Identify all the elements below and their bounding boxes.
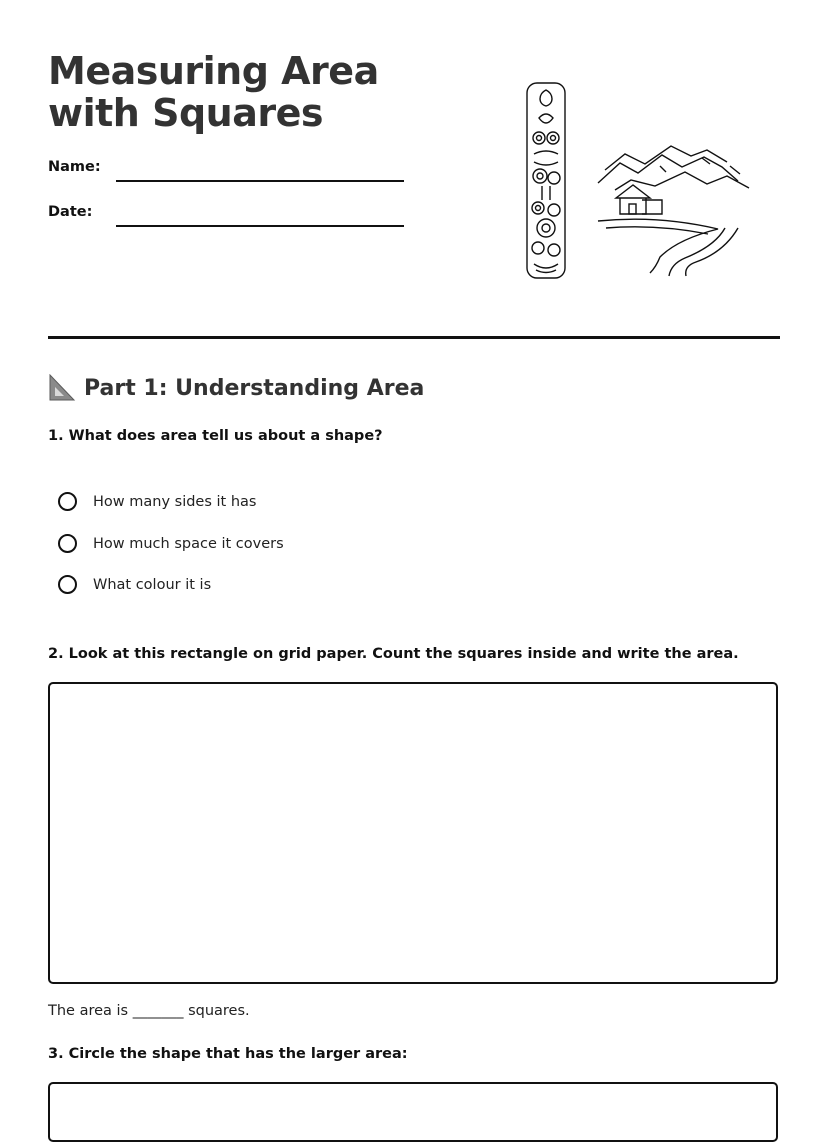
carved-post (527, 83, 565, 278)
q2-answer-line: The area is _______ squares. (48, 1003, 250, 1019)
question-1: 1. What does area tell us about a shape? (48, 428, 383, 444)
date-field[interactable] (116, 225, 404, 227)
grid-rectangle-area (48, 682, 778, 984)
carving-and-landscape-illustration (520, 78, 770, 288)
q1-option-1[interactable] (58, 492, 256, 511)
q1-option-3[interactable] (58, 575, 211, 594)
shape-comparison-area (48, 1082, 778, 1142)
radio-button[interactable] (58, 492, 77, 511)
date-label: Date: (48, 204, 93, 220)
q1-option-2[interactable] (58, 534, 284, 553)
option-label: How many sides it has (93, 493, 257, 510)
header-divider (48, 336, 780, 339)
section-title: Part 1: Understanding Area (84, 375, 425, 401)
radio-button[interactable] (58, 534, 77, 553)
section-header-part1 (48, 374, 424, 402)
question-3: 3. Circle the shape that has the larger area: (48, 1046, 408, 1062)
option-label: What colour it is (93, 576, 212, 593)
question-2: 2. Look at this rectangle on grid paper. Count the squares inside and write the area. (48, 646, 739, 662)
worksheet-title: Measuring Area with Squares (48, 49, 379, 135)
option-label: How much space it covers (93, 535, 284, 552)
name-label: Name: (48, 159, 101, 175)
name-field[interactable] (116, 180, 404, 182)
mountain-landscape (598, 146, 749, 276)
set-square-icon (48, 374, 76, 402)
radio-button[interactable] (58, 575, 77, 594)
